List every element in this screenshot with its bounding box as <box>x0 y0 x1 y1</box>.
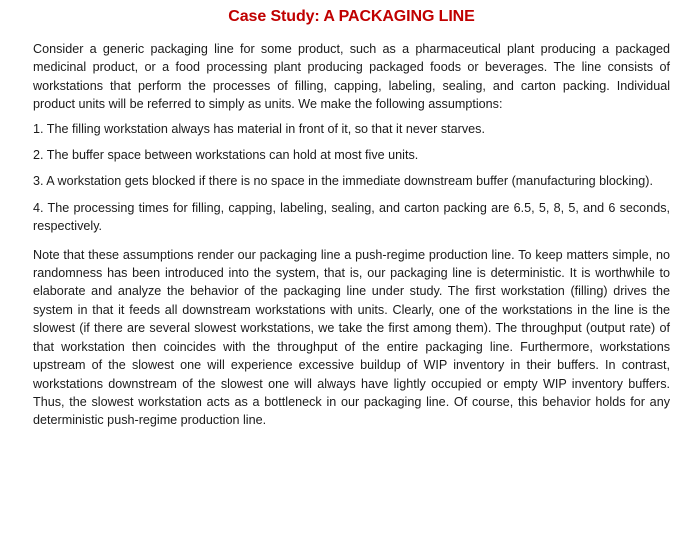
assumption-2: 2. The buffer space between workstations can hold at most five units. <box>33 148 419 163</box>
document-title: Case Study: A PACKAGING LINE <box>228 8 475 25</box>
note-paragraph: Note that these assumptions render our packaging line a push-regime production line. To keep matters simple, no randomness has been introduced into the system, that is, our packaging line is deterministic. It is worthwhile to elaborate and analyze the behavior of the packaging line under study. The first workstation (filling) drives the system in that it feeds all downstream workstations with units. Clearly, one of the workstations in the line is the slowest (if there are several slowest workstations, we take the first among them). The throughput (output rate) of that workstation then coincides with the throughput of the entire packaging line. Furthermore, workstations upstream of the slowest one will experience excessive buildup of WIP inventory in their buffers. In contrast, workstations downstream of the slowest one will always have lightly occupied or empty WIP inventory buffers. Thus, the slowest workstation acts as a bottleneck in our packaging line. Of course, this behavior holds for any deterministic push-regime production line. <box>33 247 670 428</box>
assumption-4: 4. The processing times for filling, capping, labeling, sealing, and carton packing are 6.5, 5, 8, 5, and 6 seconds, respectively. <box>33 200 670 234</box>
assumption-1: 1. The filling workstation always has material in front of it, so that it never starves. <box>33 121 485 136</box>
assumption-3: 3. A workstation gets blocked if there is no space in the immediate downstream buffer (manufacturing blocking). <box>33 174 653 189</box>
intro-paragraph: Consider a generic packaging line for some product, such as a pharmaceutical plant producing a packaged medicinal product, or a food processing plant producing packaged foods or beverages. The line consists of workstations that perform the processes of filling, capping, labeling, sealing, and carton packing. Individual product units will be referred to simply as units. We make the following assumptions: <box>33 42 670 112</box>
